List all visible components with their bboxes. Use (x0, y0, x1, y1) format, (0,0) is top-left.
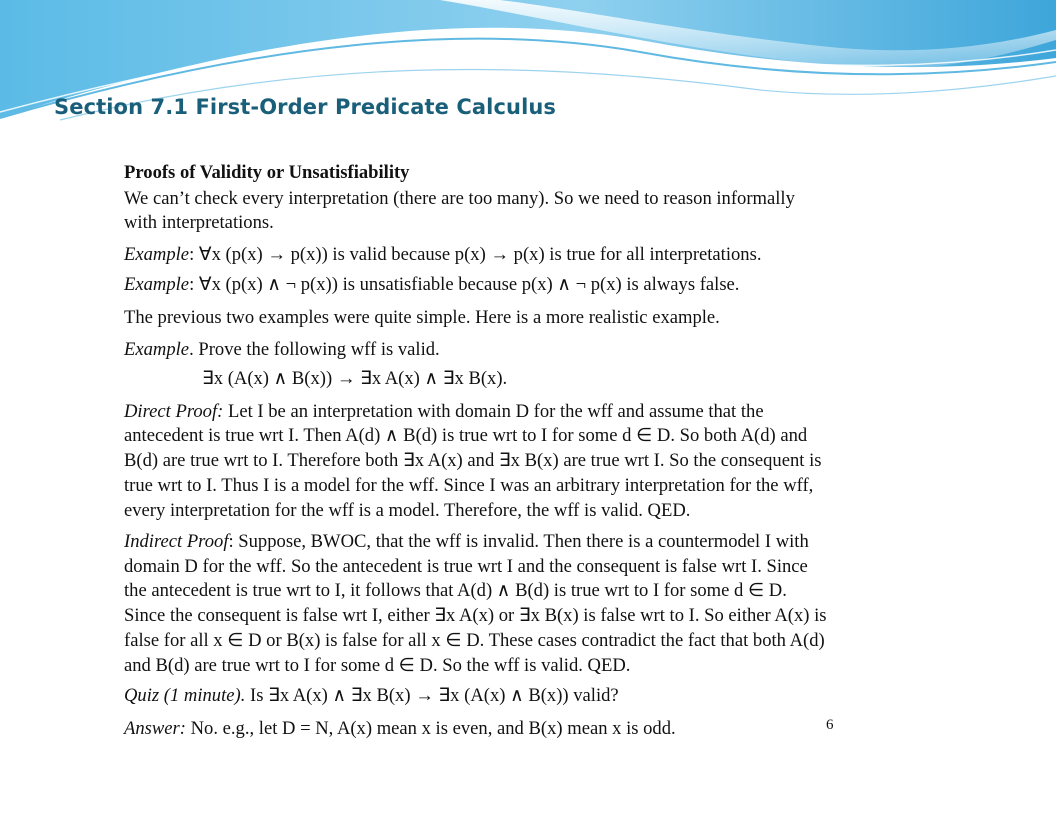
proof-line: true wrt to I. Thus I is a model for the wff. Since I was an arbitrary interpretation for the wff, (124, 475, 814, 496)
example-line: Example: ∀x (p(x) ∧ ¬ p(x)) is unsatisfiable because p(x) ∧ ¬ p(x) is always false. (124, 274, 740, 295)
answer-line: Answer: No. e.g., let D = N, A(x) mean x is even, and B(x) mean x is odd. (124, 718, 676, 739)
text-line: The previous two examples were quite simple. Here is a more realistic example. (124, 307, 720, 328)
text-line: with interpretations. (124, 212, 274, 233)
proof-line: B(d) are true wrt to I. Therefore both ∃x A(x) and ∃x B(x) are true wrt I. So the consequent is (124, 450, 822, 471)
example-line: Example. Prove the following wff is valid. (124, 339, 440, 360)
proof-line: Direct Proof: Let I be an interpretation with domain D for the wff and assume that the (124, 401, 764, 422)
proof-line: Indirect Proof: Suppose, BWOC, that the wff is invalid. Then there is a countermodel I with (124, 531, 809, 552)
example-line: Example: ∀x (p(x) → p(x)) is valid because p(x) → p(x) is true for all interpretations. (124, 244, 762, 265)
decorative-wave-banner (0, 0, 1056, 140)
page-number: 6 (826, 717, 834, 733)
quiz-line: Quiz (1 minute). Is ∃x A(x) ∧ ∃x B(x) → ∃x (A(x) ∧ B(x)) valid? (124, 685, 619, 706)
proof-line: and B(d) are true wrt to I for some d ∈ D. So the wff is valid. QED. (124, 655, 631, 676)
proof-line: the antecedent is true wrt to I, it follows that A(d) ∧ B(d) is true wrt to I for some d ∈ D. (124, 580, 787, 601)
proof-line: false for all x ∈ D or B(x) is false for all x ∈ D. These cases contradict the fact that both A(d) (124, 630, 825, 651)
proof-line: Since the consequent is false wrt I, either ∃x A(x) or ∃x B(x) is false wrt to I. So either A(x) is (124, 605, 827, 626)
proof-line: domain D for the wff. So the antecedent is true wrt I and the consequent is false wrt I. Since (124, 556, 808, 577)
slide-title: Section 7.1 First-Order Predicate Calculus (54, 95, 557, 119)
formula-line: ∃x (A(x) ∧ B(x)) → ∃x A(x) ∧ ∃x B(x). (202, 368, 508, 389)
proof-line: every interpretation for the wff is a model. Therefore, the wff is valid. QED. (124, 500, 691, 521)
section-heading: Proofs of Validity or Unsatisfiability (124, 162, 410, 183)
text-line: We can’t check every interpretation (there are too many). So we need to reason informally (124, 188, 795, 209)
proof-line: antecedent is true wrt I. Then A(d) ∧ B(d) is true wrt to I for some d ∈ D. So both A(d) and (124, 425, 808, 446)
scanned-text-panel (122, 160, 880, 742)
